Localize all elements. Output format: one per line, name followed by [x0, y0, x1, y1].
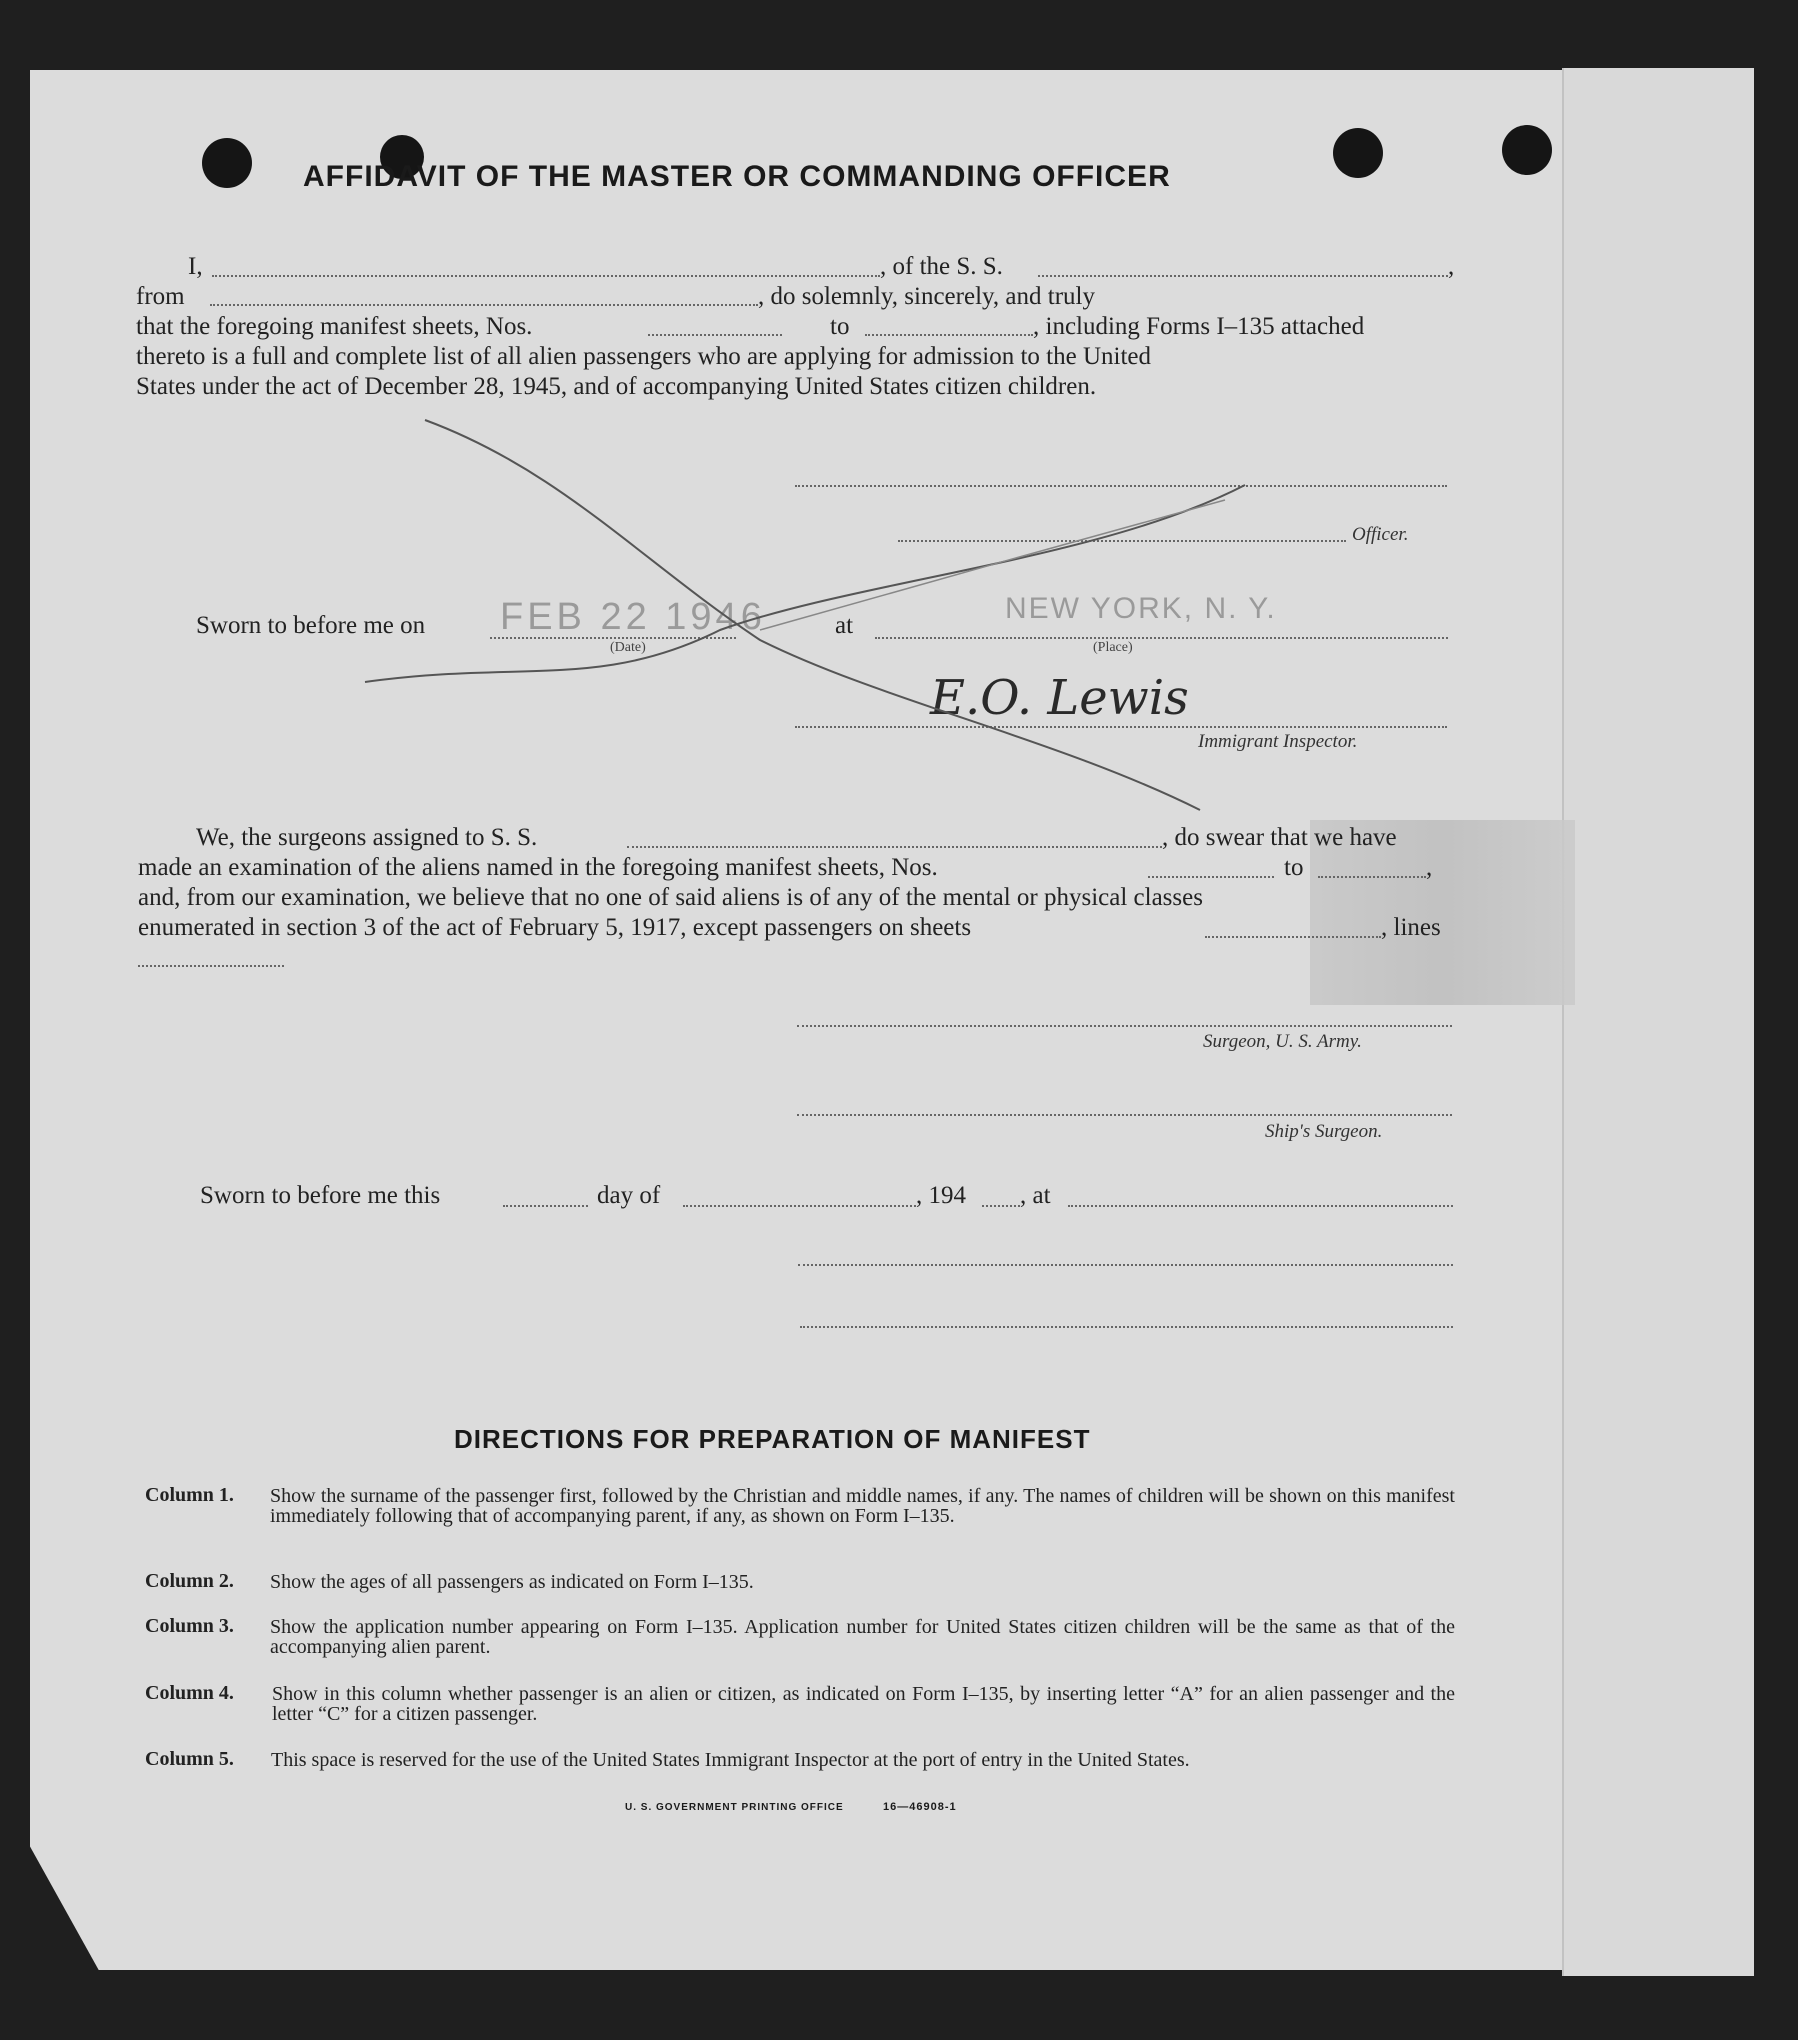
- place-caption: (Place): [1093, 640, 1133, 655]
- affidavit-solemnly: , do solemnly, sincerely, and truly: [758, 283, 1095, 310]
- affidavit-line4: thereto is a full and complete list of all alien passengers who are applying for admission to the United: [136, 343, 1152, 370]
- sworn-year: , 194: [916, 1182, 966, 1209]
- date-caption: (Date): [610, 640, 646, 655]
- sworn-this: Sworn to before me this: [200, 1182, 441, 1209]
- at-label: at: [835, 612, 854, 639]
- column-2-text: Show the ages of all passengers as indicated on Form I–135.: [270, 1571, 754, 1593]
- surgeons-swear: , do swear that we have: [1162, 824, 1397, 851]
- column-5-text: This space is reserved for the use of the United States Immigrant Inspector at the port of entry in the United States.: [271, 1749, 1190, 1771]
- affidavit-sheets: that the foregoing manifest sheets, Nos.: [136, 313, 533, 340]
- surgeons-line1: We, the surgeons assigned to S. S.: [196, 824, 538, 851]
- column-3-text: Show the application number appearing on Form I–135. Application number for United States citizen children will be the same as that of the accompanying alien parent.: [270, 1616, 1455, 1658]
- inspector-signature: E.O. Lewis: [930, 670, 1189, 726]
- sworn-at: , at: [1020, 1182, 1051, 1209]
- date-stamp: FEB 22 1946: [500, 596, 766, 638]
- column-1-label: Column 1.: [145, 1484, 234, 1506]
- surgeons-line2: made an examination of the aliens named in the foregoing manifest sheets, Nos.: [138, 854, 938, 881]
- place-stamp: NEW YORK, N. Y.: [1005, 592, 1277, 625]
- sworn-label: Sworn to before me on: [196, 612, 426, 639]
- cancellation-stroke: [365, 485, 1245, 682]
- directions-title: DIRECTIONS FOR PREPARATION OF MANIFEST: [454, 1424, 1091, 1454]
- column-2-label: Column 2.: [145, 1570, 234, 1592]
- cancellation-stroke: [760, 500, 1225, 630]
- column-3-label: Column 3.: [145, 1615, 234, 1637]
- affidavit-from: from: [136, 283, 185, 310]
- comma: ,: [1448, 253, 1455, 280]
- affidavit-i: I,: [188, 253, 203, 280]
- printer-credit: U. S. GOVERNMENT PRINTING OFFICE: [625, 1802, 844, 1813]
- column-1-text: Show the surname of the passenger first, followed by the Christian and middle names, if any. The names of children will be shown on this manifest immediately following that of accompanying parent, if any, as shown on Form I–135.: [270, 1485, 1455, 1527]
- column-5-label: Column 5.: [145, 1748, 234, 1770]
- column-4-text: Show in this column whether passenger is an alien or citizen, as indicated on Form I–135, by inserting letter “A” for an alien passenger and the letter “C” for a citizen passenger.: [272, 1683, 1455, 1725]
- ship-surgeon-label: Ship's Surgeon.: [1265, 1121, 1383, 1142]
- affidavit-line5: States under the act of December 28, 1945, and of accompanying United States citizen children.: [136, 373, 1097, 400]
- affidavit-of-ss: , of the S. S.: [880, 253, 1003, 280]
- officer-label: Officer.: [1352, 524, 1409, 545]
- form-code: 16—46908-1: [883, 1801, 957, 1813]
- column-4-label: Column 4.: [145, 1682, 234, 1704]
- affidavit-to: to: [830, 313, 850, 340]
- inspector-label: Immigrant Inspector.: [1198, 731, 1358, 752]
- affidavit-title: AFFIDAVIT OF THE MASTER OR COMMANDING OFFICER: [303, 160, 1171, 193]
- sworn-day-of: day of: [597, 1182, 661, 1209]
- comma: ,: [1426, 854, 1433, 881]
- surgeons-lines: , lines: [1381, 914, 1441, 941]
- surgeons-to: to: [1284, 854, 1304, 881]
- affidavit-forms: , including Forms I–135 attached: [1033, 313, 1365, 340]
- surgeons-line4: enumerated in section 3 of the act of February 5, 1917, except passengers on sheets: [138, 914, 972, 941]
- surgeons-line3: and, from our examination, we believe that no one of said aliens is of any of the mental or physical classes: [138, 884, 1203, 911]
- army-surgeon-label: Surgeon, U. S. Army.: [1203, 1031, 1362, 1052]
